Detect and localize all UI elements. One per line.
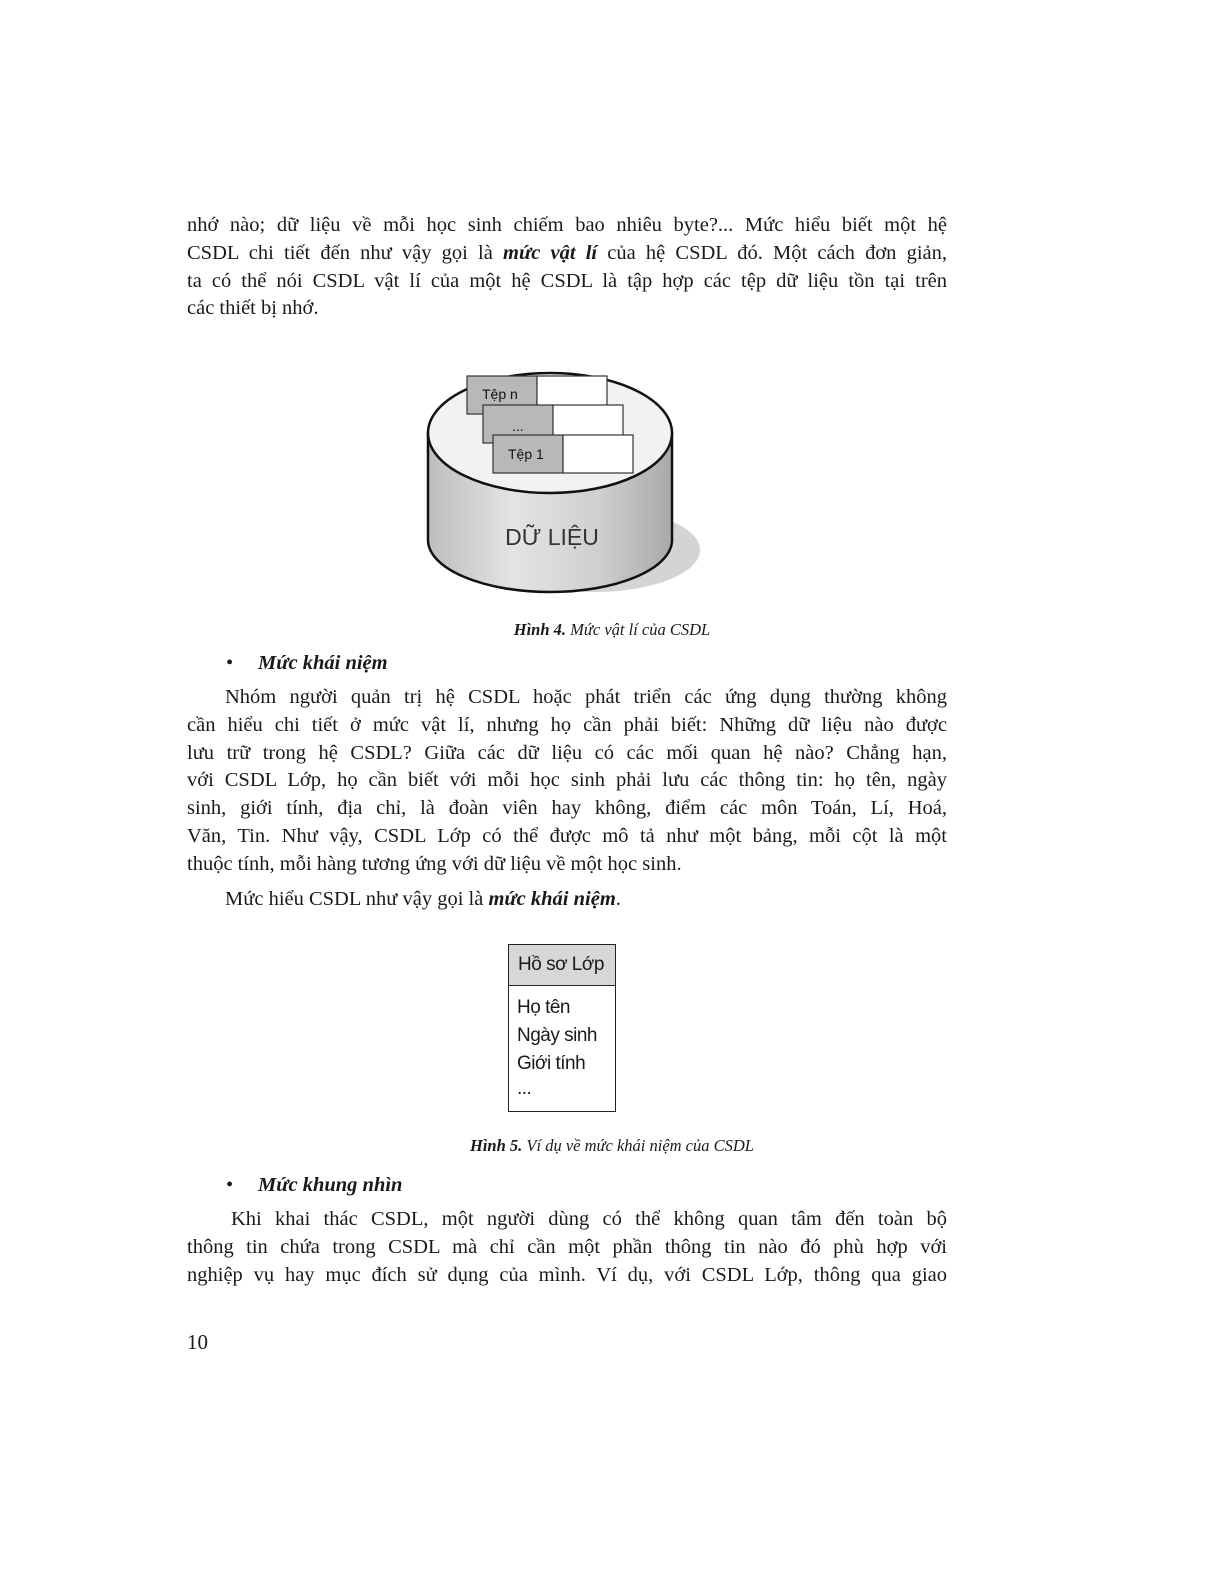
section-heading-view bbox=[226, 1174, 402, 1197]
text-fragment: Mức hiểu CSDL như vậy gọi là bbox=[225, 888, 489, 910]
caption-number: Hình 5. bbox=[470, 1136, 523, 1155]
page-number: 10 bbox=[187, 1330, 208, 1354]
top-paragraph bbox=[187, 212, 947, 323]
view-paragraph bbox=[187, 1206, 947, 1289]
file-1-label: Tệp 1 bbox=[508, 446, 544, 462]
text-fragment: CSDL chi tiết đến như vậy gọi là bbox=[187, 241, 504, 264]
conceptual-paragraph bbox=[187, 684, 947, 879]
text-line: cần hiểu chi tiết ở mức vật lí, nhưng họ cần phải biết: Những dữ liệu nào được bbox=[187, 713, 947, 736]
text-line: lưu trữ trong hệ CSDL? Giữa các dữ liệu có các mối quan hệ nào? Chẳng hạn, bbox=[187, 741, 947, 764]
text-line: với CSDL Lớp, họ cần biết với mỗi học sinh phải lưu các thông tin: họ tên, ngày bbox=[187, 769, 947, 792]
text-line: nghiệp vụ hay mục đích sử dụng của mình. Ví dụ, với CSDL Lớp, thông qua giao bbox=[187, 1263, 947, 1286]
schema-field: Họ tên bbox=[517, 997, 570, 1018]
text-line: Nhóm người quản trị hệ CSDL hoặc phát triển các ứng dụng thường không bbox=[225, 686, 947, 708]
file-1 bbox=[493, 435, 633, 473]
cylinder-label: DỮ LIỆU bbox=[505, 524, 599, 550]
text-line-with-term bbox=[187, 240, 947, 268]
schema-field: Giới tính bbox=[517, 1053, 586, 1074]
caption-number: Hình 4. bbox=[513, 620, 567, 639]
conceptual-summary bbox=[187, 886, 947, 914]
text-line: ta có thể nói CSDL vật lí của một hệ CSDL là tập hợp các tệp dữ liệu tồn tại trên bbox=[187, 269, 947, 292]
schema-title: Hồ sơ Lớp bbox=[509, 945, 615, 986]
section-heading-conceptual bbox=[226, 652, 388, 675]
file-middle-label: ... bbox=[512, 418, 524, 434]
text-fragment: . bbox=[615, 888, 621, 910]
caption-text: Ví dụ về mức khái niệm của CSDL bbox=[522, 1136, 754, 1155]
bullet-icon: • bbox=[226, 652, 234, 674]
heading-text: Mức khái niệm bbox=[258, 652, 388, 674]
text-line: sinh, giới tính, địa chỉ, là đoàn viên hay không, điểm các môn Toán, Lí, Hoá, bbox=[187, 797, 947, 820]
text-fragment: của hệ CSDL đó. Một cách đơn giản, bbox=[597, 241, 948, 264]
caption-text: Mức vật lí của CSDL bbox=[566, 620, 711, 639]
schema-fields bbox=[509, 986, 615, 1100]
text-line: thông tin chứa trong CSDL mà chỉ cần một phần thông tin nào đó phù hợp với bbox=[187, 1235, 947, 1258]
term-conceptual-level: mức khái niệm bbox=[488, 888, 616, 910]
figure5-caption bbox=[0, 1136, 1224, 1156]
schema-field: ... bbox=[517, 1078, 532, 1099]
text-line: các thiết bị nhớ. bbox=[187, 297, 319, 320]
text-line: thuộc tính, mỗi hàng tương ứng với dữ liệu về một học sinh. bbox=[187, 852, 682, 875]
heading-text: Mức khung nhìn bbox=[258, 1174, 403, 1196]
schema-field: Ngày sinh bbox=[517, 1025, 597, 1046]
figure4-caption bbox=[0, 620, 1224, 640]
text-line: nhớ nào; dữ liệu về mỗi học sinh chiếm bao nhiêu byte?... Mức hiểu biết một hệ bbox=[187, 214, 947, 236]
physical-level-figure bbox=[420, 365, 705, 603]
class-record-schema bbox=[508, 944, 616, 1112]
file-n-label: Tệp n bbox=[482, 386, 518, 402]
text-line: Văn, Tin. Như vậy, CSDL Lớp có thể được mô tả như một bảng, mỗi cột là một bbox=[187, 824, 947, 847]
text-line: Khi khai thác CSDL, một người dùng có thể không quan tâm đến toàn bộ bbox=[231, 1208, 947, 1230]
term-physical-level: mức vật lí bbox=[503, 241, 598, 264]
bullet-icon: • bbox=[226, 1174, 234, 1196]
